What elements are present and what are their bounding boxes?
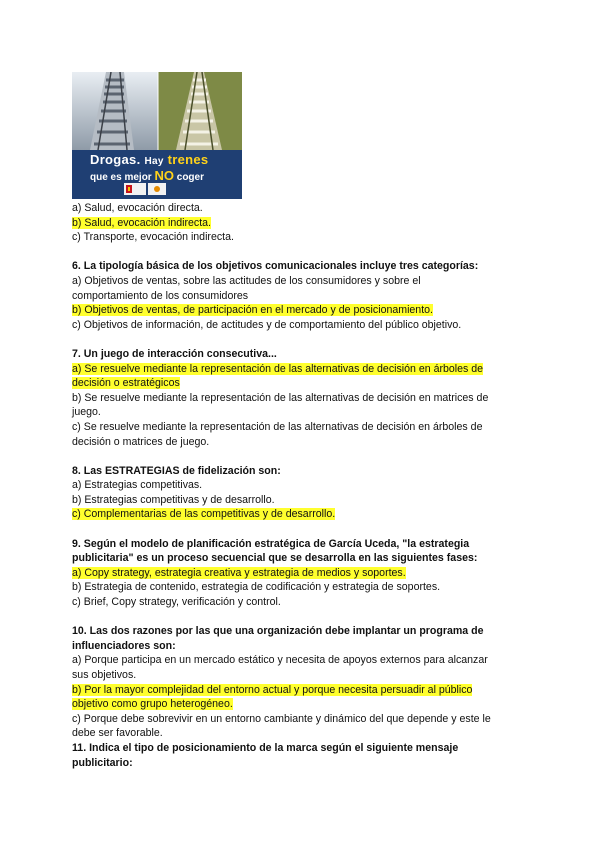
q10-answer-b-cont: objetivo como grupo heterogéneo. bbox=[72, 698, 233, 711]
q9-question: 9. Según el modelo de planificación estratégica de García Uceda, "la estrategia bbox=[72, 537, 470, 550]
q11-question-cont: publicitario: bbox=[72, 756, 133, 769]
drug-campaign-poster bbox=[72, 72, 242, 199]
q10-answer-c-cont: debe ser favorable. bbox=[72, 727, 163, 740]
q10-answer-b: b) Por la mayor complejidad del entorno actual y porque necesita persuadir al público bbox=[72, 683, 473, 696]
q10-question-cont: influenciadores son: bbox=[72, 639, 176, 652]
q7-answer-c-cont: decisión o matrices de juego. bbox=[72, 435, 210, 448]
q8-answer-a: a) Estrategias competitivas. bbox=[72, 479, 203, 492]
q7-answer-b: b) Se resuelve mediante la representación de las alternativas de decisión en matrices de bbox=[72, 391, 489, 404]
q9-answer-a: a) Copy strategy, estrategia creativa y estrategia de medios y soportes. bbox=[72, 566, 406, 579]
q6-answer-a: a) Objetivos de ventas, sobre las actitudes de los consumidores y sobre el bbox=[72, 274, 421, 287]
q8-answer-b: b) Estrategias competitivas y de desarrollo. bbox=[72, 493, 275, 506]
q7-question: 7. Un juego de interacción consecutiva... bbox=[72, 347, 277, 360]
q7-answer-a: a) Se resuelve mediante la representación de las alternativas de decisión en árboles de bbox=[72, 362, 484, 375]
q7-answer-b-cont: juego. bbox=[72, 406, 101, 419]
intro-answer-a: a) Salud, evocación directa. bbox=[72, 202, 203, 214]
q8-question: 8. Las ESTRATEGIAS de fidelización son: bbox=[72, 464, 281, 477]
q6-question: 6. La tipología básica de los objetivos comunicacionales incluye tres categorías: bbox=[72, 260, 479, 273]
q9-question-cont: publicitaria" es un proceso secuencial que se desarrolla en las siguientes fases: bbox=[72, 552, 478, 565]
q6-answer-b: b) Objetivos de ventas, de participación en el mercado y de posicionamiento. bbox=[72, 304, 433, 317]
poster-word-drogas: Drogas. bbox=[90, 152, 141, 167]
q6-answer-a-cont: comportamiento de los consumidores bbox=[72, 289, 249, 302]
q7-answer-c: c) Se resuelve mediante la representación de las alternativas de decisión en árboles de bbox=[72, 420, 483, 433]
poster-word-hay: Hay bbox=[144, 156, 164, 167]
q9-answer-b: b) Estrategia de contenido, estrategia de codificación y estrategia de soportes. bbox=[72, 581, 441, 594]
q11-question: 11. Indica el tipo de posicionamiento de la marca según el siguiente mensaje bbox=[72, 741, 459, 754]
q10-answer-a-cont: sus objetivos. bbox=[72, 669, 137, 681]
q7-answer-a-cont: decisión o estratégicos bbox=[72, 377, 180, 390]
poster-line2-no: NO bbox=[154, 168, 174, 183]
q10-question: 10. Las dos razones por las que una organización debe implantar un programa de bbox=[72, 625, 484, 638]
q10-answer-a: a) Porque participa en un mercado estático y necesita de apoyos externos para alcanzar bbox=[72, 654, 488, 667]
poster-line2-part1: que es mejor bbox=[90, 172, 152, 183]
q9-answer-c: c) Brief, Copy strategy, verificación y control. bbox=[72, 596, 281, 609]
poster-word-trenes: trenes bbox=[167, 152, 209, 167]
q8-answer-c: c) Complementarias de las competitivas y de desarrollo. bbox=[72, 508, 336, 521]
q6-answer-c: c) Objetivos de información, de actitudes y de comportamiento del público objetivo. bbox=[72, 318, 462, 331]
poster-line2-part3: coger bbox=[176, 172, 204, 183]
document-page bbox=[72, 72, 528, 770]
q10-answer-c: c) Porque debe sobrevivir en un entorno cambiante y dinámico del que depende y este le bbox=[72, 712, 491, 725]
intro-answer-c: c) Transporte, evocación indirecta. bbox=[72, 231, 234, 244]
intro-answer-b: b) Salud, evocación indirecta. bbox=[72, 216, 211, 229]
